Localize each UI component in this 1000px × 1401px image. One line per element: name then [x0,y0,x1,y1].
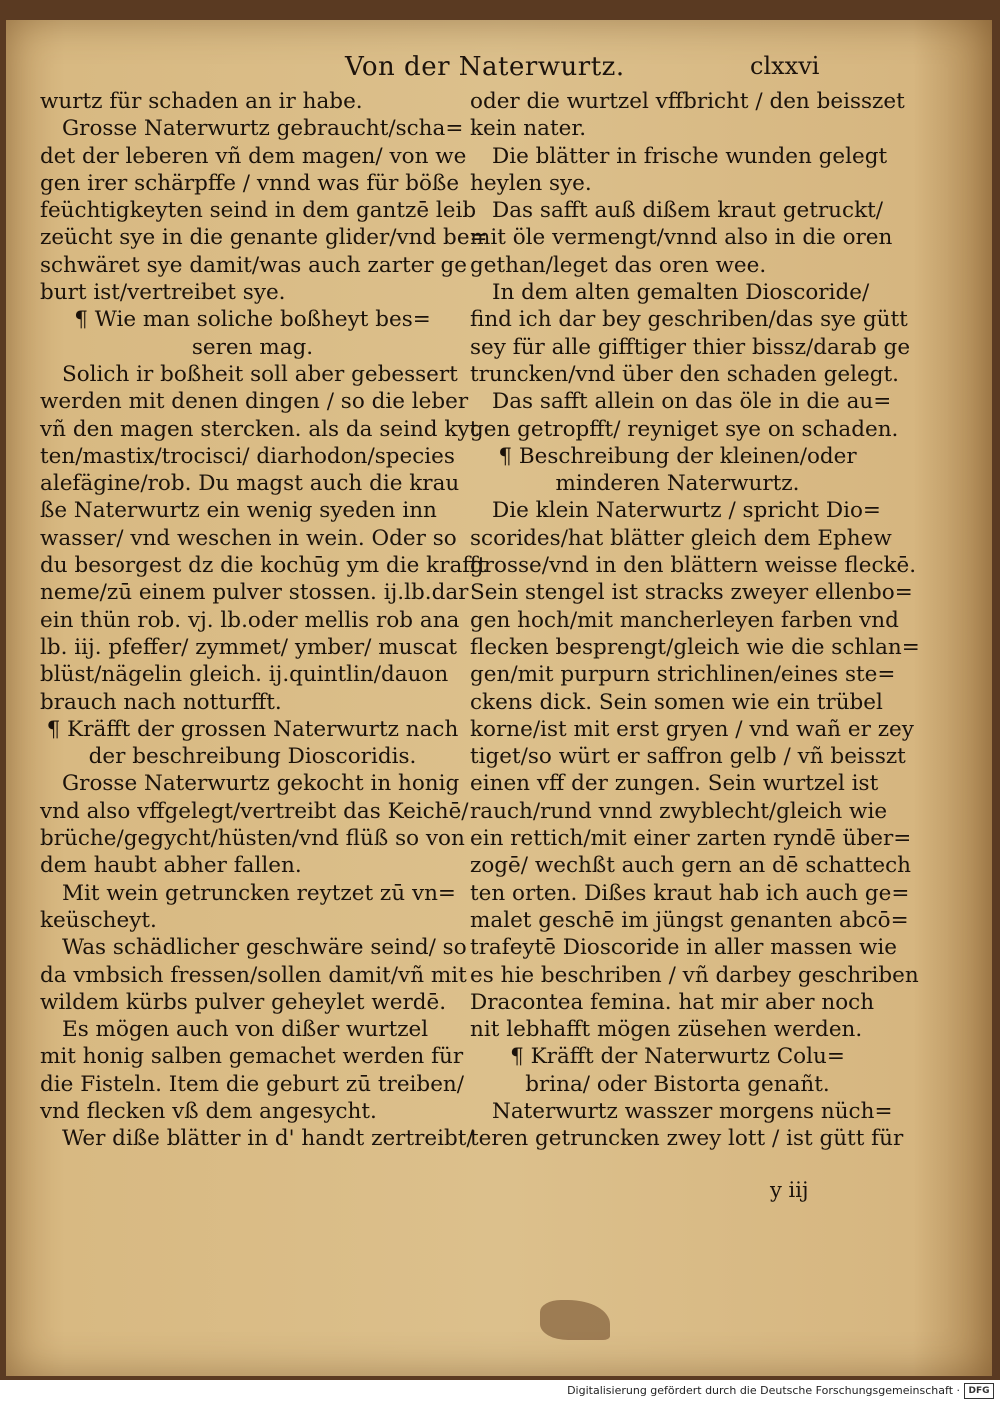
text-line: oder die wurtzel vffbricht / den beisszet [470,89,905,114]
left-text-column [40,88,488,1153]
text-line: ¶ Beschreibung der kleinen/oder [498,443,857,469]
text-line: tiget/so würt er saffron gelb / vñ beisszt [470,744,906,770]
text-line: mit öle vermengt/vnnd also in die oren [470,225,893,251]
text-line: ein rettich/mit einer zarten ryndē über= [470,826,912,852]
text-line: gen/mit purpurn strichlinen/eines ste= [470,662,896,688]
text-line: korne/ist mit erst gryen / vnd wañ er zey [470,716,914,742]
text-line: Die klein Naterwurtz / spricht Dio= [492,498,881,524]
text-line: ¶ Kräfft der grossen Naterwurtz nach [46,716,459,742]
text-line: dem haubt abher fallen. [40,853,302,879]
text-line: ckens dick. Sein somen wie ein trübel [470,689,883,715]
text-line: es hie beschriben / vñ darbey geschriben [470,962,919,988]
text-line: gen hoch/mit mancherleyen farben vnd [470,607,899,633]
text-line: gethan/leget das oren wee. [470,252,767,278]
text-line: wurtz für schaden an ir habe. [40,89,363,114]
text-line: malet geschē im jüngst genanten abcō= [470,907,909,933]
text-line: teren getruncken zwey lott / ist gütt für [470,1126,904,1152]
signature-mark: y iij [770,1178,809,1202]
text-line: In dem alten gemalten Dioscoride/ [492,280,870,306]
text-line: rauch/rund vnnd zwyblecht/gleich wie [470,798,888,824]
text-line: Mit wein getruncken reytzet zū vn= [62,880,456,906]
text-line: zogē/ wechßt auch gern an dē schattech [470,853,911,879]
text-line: truncken/vnd über den schaden gelegt. [470,361,899,387]
text-line: schwäret sye damit/was auch zarter ge [40,252,467,278]
text-line: ten orten. Dißes kraut hab ich auch ge= [470,880,910,906]
text-line: gen getropfft/ reyniget sye on schaden. [470,416,899,442]
text-line: minderen Naterwurtz. [555,471,800,497]
text-line: ten/mastix/trocisci/ diarhodon/species [40,443,455,469]
text-line: ¶ Wie man soliche boßheyt bes= [74,307,431,333]
funding-credit: Digitalisierung gefördert durch die Deutsche Forschungsgemeinschaft · [567,1384,960,1397]
text-line: wildem kürbs pulver geheylet werdē. [40,989,447,1015]
text-line: heylen sye. [470,170,592,196]
text-line: feüchtigkeyten seind in dem gantzē leib [40,198,477,224]
text-line: ein thün rob. vj. lb.oder mellis rob ana [40,607,460,633]
text-line: Grosse Naterwurtz gekocht in honig [62,771,460,797]
text-line: scorides/hat blätter gleich dem Ephew [470,525,892,551]
text-line: Was schädlicher geschwäre seind/ so [62,935,467,961]
text-line: Dracontea femina. hat mir aber noch [470,989,875,1015]
text-line: flecken besprengt/gleich wie die schlan= [470,634,920,660]
text-line: det der leberen vñ dem magen/ von we [40,143,467,169]
text-line: lb. iij. pfeffer/ zymmet/ ymber/ muscat [40,634,458,660]
page-header [0,52,1000,88]
running-title: Von der Naterwurtz. [345,52,625,82]
text-line: brauch nach notturfft. [40,689,282,715]
text-line: neme/zū einem pulver stossen. ij.lb.dar [40,580,469,606]
text-line: werden mit denen dingen / so die leber [40,389,469,415]
text-line: sey für alle gifftiger thier bissz/darab ge [470,334,911,360]
text-line: vnd also vffgelegt/vertreibt das Keichē/ [40,798,469,824]
text-line: Die blätter in frische wunden gelegt [492,143,888,169]
text-line: mit honig salben gemachet werden für [40,1044,464,1070]
text-line: vnd flecken vß dem angesycht. [40,1098,377,1124]
folio-number: clxxvi [750,52,820,80]
text-line: brüche/gegycht/hüsten/vnd flüß so von [40,826,465,852]
text-line: keüscheyt. [40,907,157,933]
text-line: Naterwurtz wasszer morgens nüch= [492,1098,893,1124]
text-line: Das safft auß dißem kraut getruckt/ [492,198,883,224]
text-line: gen irer schärpffe / vnnd was für böße [40,170,460,196]
text-line: Grosse Naterwurtz gebraucht/scha= [62,116,464,142]
digitization-footer [0,1380,1000,1401]
right-text-column [470,88,920,1153]
text-line: die Fisteln. Item die geburt zū treiben/ [40,1071,465,1097]
text-line: ße Naterwurtz ein wenig syeden inn [40,498,437,524]
text-line: Sein stengel ist stracks zweyer ellenbo= [470,580,913,606]
text-line: wasser/ vnd weschen in wein. Oder so [40,525,457,551]
text-line: burt ist/vertreibet sye. [40,280,286,306]
text-line: ¶ Kräfft der Naterwurtz Colu= [510,1044,845,1070]
text-line: brina/ oder Bistorta genañt. [525,1071,830,1097]
text-line: kein nater. [470,116,587,142]
text-line: vñ den magen stercken. als da seind kyt [40,416,479,442]
text-line: Es mögen auch von dißer wurtzel [62,1017,429,1043]
text-line: Das safft allein on das öle in die au= [492,389,892,415]
dfg-logo: DFG [964,1383,994,1399]
text-line: der beschreibung Dioscoridis. [88,744,417,770]
text-line: Solich ir boßheit soll aber gebessert [62,361,458,387]
text-line: seren mag. [191,334,314,360]
text-line: grosse/vnd in den blättern weisse fleckē. [470,553,917,579]
text-line: einen vff der zungen. Sein wurtzel ist [470,771,879,797]
text-line: du besorgest dz die kochūg ym die krafft [40,553,487,579]
text-line: zeücht sye in die genante glider/vnd be= [40,225,488,251]
text-line: blüst/nägelin gleich. ij.quintlin/dauon [40,662,449,688]
text-line: trafeytē Dioscoride in aller massen wie [470,935,897,961]
text-line: find ich dar bey geschriben/das sye gütt [470,307,908,333]
text-line: Wer diße blätter in d' handt zertreibt/ [62,1126,474,1152]
text-line: alefägine/rob. Du magst auch die krau [40,471,460,497]
text-line: da vmbsich fressen/sollen damit/vñ mit [40,962,467,988]
text-line: nit lebhafft mögen züsehen werden. [470,1017,863,1043]
